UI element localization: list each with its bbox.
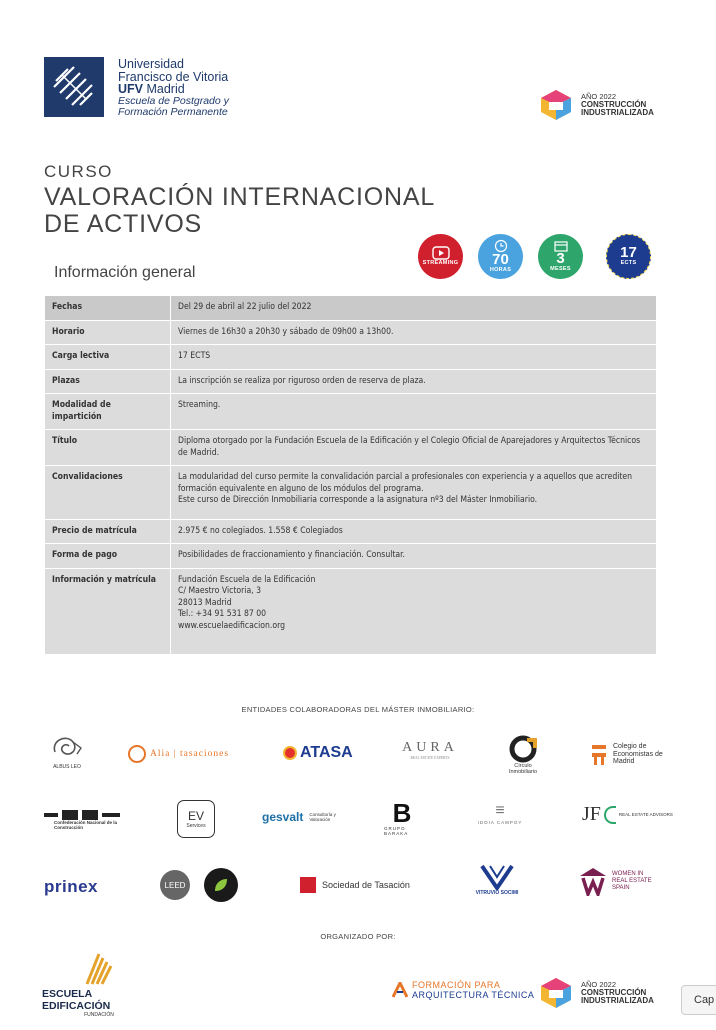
title-line2: DE ACTIVOS bbox=[44, 210, 203, 238]
vitruvio-text: VITRUVIO SOCIMI bbox=[475, 890, 519, 896]
badge-value: 70 bbox=[492, 251, 509, 268]
streaming-badge bbox=[418, 234, 463, 279]
info-key: Plazas bbox=[45, 369, 171, 394]
organizer-heading: ORGANIZADO POR: bbox=[320, 932, 396, 941]
ufv-name bbox=[118, 58, 229, 118]
info-key: Título bbox=[45, 430, 171, 466]
badge-value: 17 bbox=[620, 244, 637, 261]
ram-icon bbox=[47, 732, 87, 764]
jfc-logo bbox=[582, 803, 673, 826]
escuela-flame-icon bbox=[79, 950, 119, 988]
colegio-icon bbox=[590, 743, 608, 765]
gesvalt-text: gesvalt bbox=[262, 810, 304, 824]
atasa-logo bbox=[283, 744, 353, 762]
course-title bbox=[44, 184, 484, 238]
escuela-text: ESCUELA EDIFICACIÓN bbox=[42, 988, 111, 1012]
hexagon-logo-icon bbox=[537, 88, 575, 122]
info-value: La modularidad del curso permite la convalidación parcial a profesionales con experiencia y a aquellos que acrediten formación equivalente en alguno de los módulos del programa. Este curso de Dirección Inmobiliaria corresponde a la asignatura nº3 del Máster Inmobiliario. bbox=[171, 466, 657, 520]
months-badge bbox=[538, 234, 583, 279]
ev-text: EV bbox=[187, 809, 204, 823]
section-heading: Información general bbox=[54, 264, 196, 281]
capture-button[interactable]: Cap bbox=[681, 985, 716, 1015]
gesvalt-logo bbox=[262, 810, 339, 824]
info-value: Diploma otorgado por la Fundación Escuela de la Edificación y el Colegio Oficial de Aparejadores y Arquitectos Técnicos de Madrid. bbox=[171, 430, 657, 466]
baraka-text: GRUPO BARAKA bbox=[384, 826, 409, 836]
jfc-text: REAL ESTATE ADVISORS bbox=[618, 812, 673, 817]
idoia-campoy-logo bbox=[468, 802, 532, 825]
info-row bbox=[45, 544, 657, 569]
formacion-line2: ARQUITECTURA TÉCNICA bbox=[412, 990, 535, 1000]
ufv-city: Madrid bbox=[143, 82, 185, 96]
vitruvio-v-icon bbox=[480, 864, 514, 890]
alia-text: Alia | tasaciones bbox=[150, 749, 230, 759]
info-value: Viernes de 16h30 a 20h30 y sábado de 09h00 a 13h00. bbox=[171, 320, 657, 345]
cons-line2: CONSTRUCCIÓN bbox=[581, 100, 647, 109]
collaborators-heading: ENTIDADES COLABORADORAS DEL MÁSTER INMOBILIARIO: bbox=[241, 705, 475, 714]
ufv-abbr: UFV bbox=[118, 82, 143, 96]
women-w-icon bbox=[578, 866, 608, 896]
info-value: Streaming. bbox=[171, 394, 657, 430]
cons-year: AÑO 2022 bbox=[581, 980, 617, 989]
badge-label: MESES bbox=[550, 266, 571, 272]
leed-text: LEED bbox=[164, 880, 186, 890]
grupo-baraka-logo bbox=[384, 800, 420, 836]
badge-label: ECTS bbox=[620, 260, 637, 266]
jfc-monogram-icon: JF bbox=[582, 803, 601, 825]
baraka-b-icon: B bbox=[392, 798, 412, 828]
construccion-logo bbox=[537, 88, 654, 122]
info-row bbox=[45, 296, 657, 321]
cnc-logo bbox=[44, 810, 136, 830]
info-key: Modalidad de impartición bbox=[45, 394, 171, 430]
info-value: La inscripción se realiza por riguroso orden de reserva de plaza. bbox=[171, 369, 657, 394]
cons-year: AÑO 2022 bbox=[581, 92, 617, 101]
idoia-text: IDOIA CAMPOY bbox=[477, 820, 523, 825]
formacion-a-icon bbox=[392, 982, 408, 998]
title-line1: VALORACIÓN INTERNACIONAL bbox=[44, 183, 436, 211]
info-row bbox=[45, 320, 657, 345]
info-key: Horario bbox=[45, 320, 171, 345]
atasa-sun-icon bbox=[283, 746, 297, 760]
info-table bbox=[44, 295, 657, 655]
play-icon bbox=[432, 246, 450, 260]
cons-line2: CONSTRUCCIÓN bbox=[581, 988, 647, 997]
circulo-icon bbox=[509, 735, 537, 763]
jfc-arc-icon bbox=[604, 806, 616, 824]
ufv-line1: Universidad bbox=[118, 57, 185, 71]
formacion-line1: FORMACIÓN PARA bbox=[412, 980, 501, 990]
ects-badge bbox=[606, 234, 651, 279]
women-text: WOMEN IN REAL ESTATE SPAIN bbox=[612, 870, 652, 891]
info-row bbox=[45, 430, 657, 466]
ev-sub: Services bbox=[186, 823, 206, 829]
alia-circle-icon bbox=[128, 745, 146, 763]
colegio-economistas-logo bbox=[590, 743, 665, 766]
construccion-logo-footer bbox=[537, 976, 654, 1010]
cnc-text: Confederación Nacional de la Construcción bbox=[54, 820, 118, 830]
atasa-text: ATASA bbox=[300, 744, 353, 761]
leed-logo bbox=[160, 870, 190, 900]
colegio-text: Colegio de Economistas de Madrid bbox=[613, 743, 663, 765]
st-text: Sociedad de Tasación bbox=[322, 879, 410, 890]
formacion-arquitectura-logo bbox=[392, 980, 534, 1000]
aura-sub: REAL ESTATE EXPERTS bbox=[410, 756, 450, 760]
ev-services-logo bbox=[177, 800, 215, 838]
ufv-line4: Escuela de Postgrado y bbox=[118, 94, 229, 107]
vitruvio-logo bbox=[466, 864, 528, 896]
prinex-text: prinex bbox=[44, 877, 99, 896]
info-value: Fundación Escuela de la Edificación C/ Maestro Victoria, 3 28013 Madrid Tel.: +34 91 531 87 00 www.escuelaedificacion.org bbox=[171, 568, 657, 655]
info-key: Información y matrícula bbox=[45, 568, 171, 655]
info-key: Precio de matrícula bbox=[45, 519, 171, 544]
leaf-icon bbox=[212, 876, 230, 894]
sociedad-tasacion-logo bbox=[300, 877, 410, 893]
info-row bbox=[45, 394, 657, 430]
prinex-logo bbox=[44, 877, 98, 897]
albus-leo-logo bbox=[44, 732, 90, 770]
circulo-logo bbox=[500, 735, 546, 775]
aura-logo bbox=[398, 740, 462, 760]
info-row bbox=[45, 369, 657, 394]
ufv-line2: Francisco de Vitoria bbox=[118, 69, 229, 84]
cons-line3: INDUSTRIALIZADA bbox=[581, 108, 654, 117]
info-value: 2.975 € no colegiados. 1.558 € Colegiados bbox=[171, 519, 657, 544]
info-row bbox=[45, 345, 657, 370]
info-value: Posibilidades de fraccionamiento y financiación. Consultar. bbox=[171, 544, 657, 569]
info-key: Forma de pago bbox=[45, 544, 171, 569]
albus-text: ALBUS LEO bbox=[53, 764, 81, 770]
badge-label: HORAS bbox=[489, 267, 512, 273]
info-key: Fechas bbox=[45, 296, 171, 321]
info-key: Carga lectiva bbox=[45, 345, 171, 370]
hours-badge bbox=[478, 234, 523, 279]
badge-label: STREAMING bbox=[422, 260, 459, 266]
circulo-text: Círculo Inmobiliario bbox=[508, 763, 538, 775]
ufv-logo bbox=[44, 57, 104, 117]
cons-line3: INDUSTRIALIZADA bbox=[581, 996, 654, 1005]
course-label: CURSO bbox=[44, 162, 113, 181]
women-in-real-estate-logo bbox=[578, 866, 656, 896]
cnc-bars-icon bbox=[44, 810, 120, 820]
aura-text: AURA bbox=[402, 740, 458, 755]
escuela-edificacion-logo bbox=[42, 950, 156, 1018]
info-value: 17 ECTS bbox=[171, 345, 657, 370]
escuela-sub: FUNDACIÓN bbox=[84, 1012, 114, 1018]
info-row bbox=[45, 519, 657, 544]
st-square-icon bbox=[300, 877, 316, 893]
info-value: Del 29 de abril al 22 julio del 2022 bbox=[171, 296, 657, 321]
hexagon-logo-icon bbox=[537, 976, 575, 1010]
info-row bbox=[45, 568, 657, 655]
ufv-line5: Formación Permanente bbox=[118, 105, 228, 118]
badge-value: 3 bbox=[556, 250, 565, 267]
gesvalt-sub: Consultoría y Valoración bbox=[309, 812, 336, 822]
green-building-logo bbox=[204, 868, 238, 902]
info-row bbox=[45, 466, 657, 520]
info-key: Convalidaciones bbox=[45, 466, 171, 520]
ufv-emblem-icon bbox=[44, 57, 104, 117]
idoia-monogram-icon: ≡ bbox=[495, 802, 505, 819]
alia-logo bbox=[128, 745, 229, 763]
